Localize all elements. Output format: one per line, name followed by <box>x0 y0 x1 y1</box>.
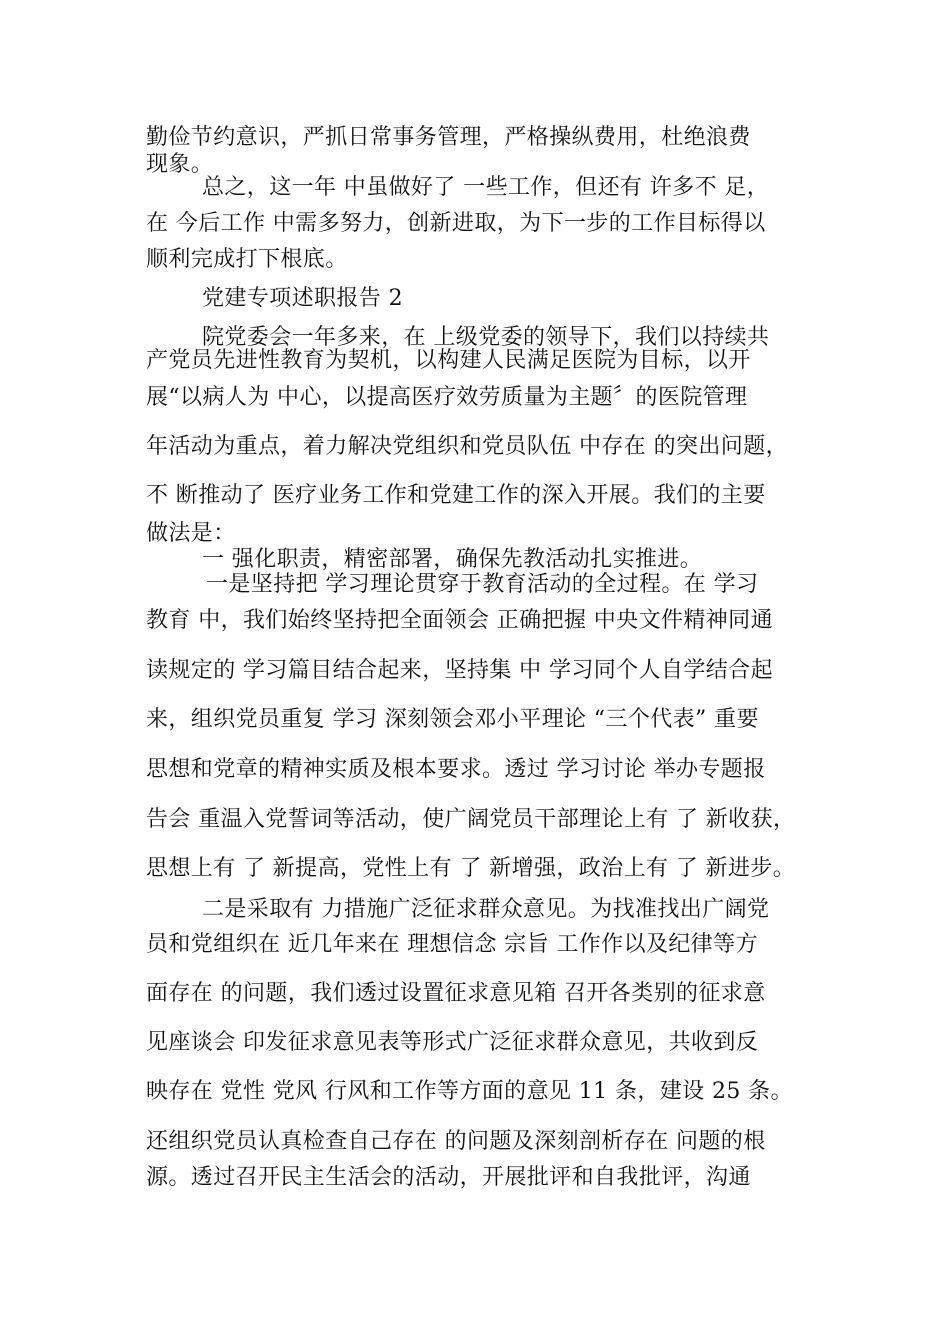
text-line: 源。透过召开民主生活会的活动，开展批评和自我批评，沟通 <box>146 1165 751 1190</box>
text-line: 二是采取有 力措施广泛征求群众意见。为找准找出广阔党 <box>202 897 770 922</box>
text-line: 年活动为重点，着力解决党组织和党员队伍 中存在 的突出问题， <box>146 434 788 459</box>
text-line: 不 断推动了 医疗业务工作和党建工作的深入开展。我们的主要 <box>146 483 766 508</box>
text-line: 思想和党章的精神实质及根本要求。透过 学习讨论 举办专题报 <box>146 757 766 782</box>
text-line: 院党委会一年多来，在 上级党委的领导下，我们以持续共 <box>202 325 770 350</box>
text-line: 还组织党员认真检查自己存在 的问题及深刻剖析存在 问题的根 <box>146 1129 766 1154</box>
text-line: 现象。 <box>146 152 214 177</box>
text-line: 告会 重温入党誓词等活动，使广阔党员干部理论上有 了 新收获， <box>146 807 796 832</box>
text-line: 见座谈会 印发征求意见表等形式广泛征求群众意见，共收到反 <box>146 1030 759 1055</box>
text-line: 顺利完成打下根底。 <box>146 247 348 272</box>
text-line: 教育 中，我们始终坚持把全面领会 正确把握 中央文件精神同通 <box>146 608 773 633</box>
text-line: 一是坚持把 学习理论贯穿于教育活动的全过程。在 学习 <box>206 572 759 597</box>
text-line: 员和党组织在 近几年来在 理想信念 宗旨 工作作以及纪律等方 <box>146 932 758 957</box>
text-line: 面存在 的问题，我们透过设置征求意见箱 召开各类别的征求意 <box>146 981 766 1006</box>
text-line: 在 今后工作 中需多努力，创新进取，为下一步的工作目标得以 <box>146 211 766 236</box>
text-line: 产党员先进性教育为契机，以构建人民满足医院为目标，以开 <box>146 348 751 373</box>
text-line: 读规定的 学习篇目结合起来，坚持集 中 学习同个人自学结合起 <box>146 658 773 683</box>
text-line: 做法是： <box>146 521 236 546</box>
text-line: 展“以病人为 中心，以提高医疗效劳质量为主题〞的医院管理 <box>146 385 748 410</box>
section-heading: 党建专项述职报告 2 <box>202 286 403 311</box>
text-line: 映存在 党性 党风 行风和工作等方面的意见 11 条，建设 25 条。 <box>146 1079 793 1104</box>
subheading: 一 强化职责，精密部署，确保先教活动扎实推进。 <box>202 547 703 572</box>
text-line: 勤俭节约意识，严抓日常事务管理，严格操纵费用，杜绝浪费 <box>146 125 751 150</box>
text-line: 总之，这一年 中虽做好了 一些工作，但还有 许多不 足， <box>202 175 770 200</box>
text-line: 思想上有 了 新提高，党性上有 了 新增强，政治上有 了 新进步。 <box>146 856 796 881</box>
text-line: 来，组织党员重复 学习 深刻领会邓小平理论 “三个代表” 重要 <box>146 707 759 732</box>
